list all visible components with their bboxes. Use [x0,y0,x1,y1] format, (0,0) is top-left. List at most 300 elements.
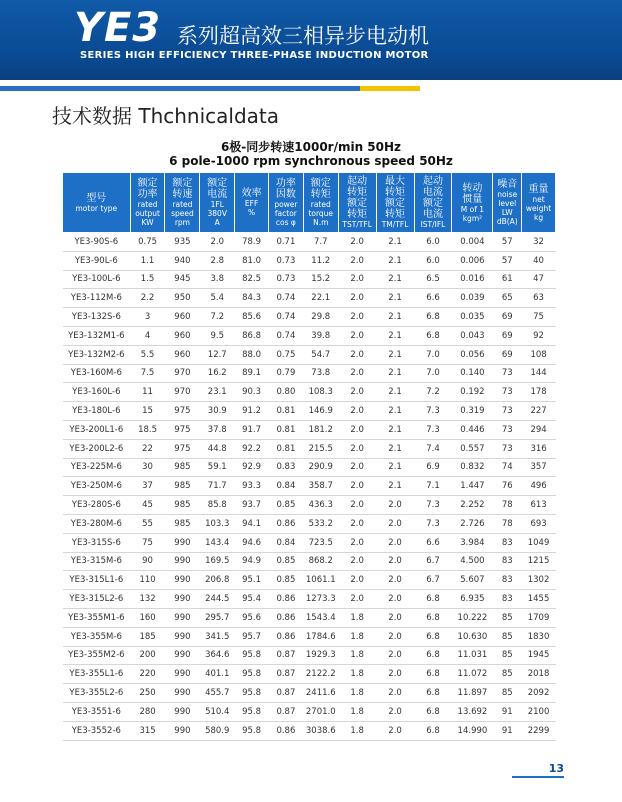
table-row [63,233,556,252]
table-cell: 65 [493,289,522,308]
column-header-en: power factor cos φ [274,200,298,227]
table-cell: YE3-355M-6 [63,627,131,646]
table-cell: 2.1 [376,289,414,308]
table-cell: 0.74 [268,308,303,327]
table-cell: 2.0 [338,326,376,345]
technical-data-table [62,172,556,741]
table-cell: 940 [165,251,200,270]
table-cell: 1.8 [338,702,376,721]
table-cell: 2.0 [338,308,376,327]
table-cell: 108.3 [303,383,338,402]
table-row [63,402,556,421]
table-cell: 69 [493,345,522,364]
table-cell: 0.79 [268,364,303,383]
table-cell: 2.0 [338,233,376,252]
table-cell: 990 [165,646,200,665]
table-cell: 2.0 [338,477,376,496]
table-cell: 11 [130,383,165,402]
column-header-en: motor type [75,203,118,213]
table-cell: 55 [130,514,165,533]
table-cell: 0.86 [268,721,303,740]
table-cell: 95.8 [235,665,269,684]
table-cell: YE3-160M-6 [63,364,131,383]
table-cell: 364.6 [200,646,235,665]
table-cell: 206.8 [200,571,235,590]
table-cell: 2092 [522,684,556,703]
table-cell: 2.0 [338,251,376,270]
table-row [63,533,556,552]
table-cell: 290.9 [303,458,338,477]
table-cell: 945 [165,270,200,289]
table-cell: 2.0 [376,496,414,515]
table-cell: 92.9 [235,458,269,477]
table-cell: 2411.6 [303,684,338,703]
table-cell: YE3-100L-6 [63,270,131,289]
table-cell: 185 [130,627,165,646]
table-cell: 7.2 [414,383,452,402]
table-cell: YE3-225M-6 [63,458,131,477]
table-cell: 5.4 [200,289,235,308]
table-cell: 4.500 [452,552,493,571]
table-cell: 10.630 [452,627,493,646]
column-header [165,173,200,233]
table-cell: 693 [522,514,556,533]
table-cell: 44.8 [200,439,235,458]
table-cell: 2.0 [376,684,414,703]
table-cell: 6.8 [414,326,452,345]
column-header-cn: 额定 转速 [172,178,193,200]
table-cell: 144 [522,364,556,383]
table-cell: 9.5 [200,326,235,345]
table-cell: 78.9 [235,233,269,252]
table-cell: 90.3 [235,383,269,402]
table-cell: 990 [165,665,200,684]
table-cell: 723.5 [303,533,338,552]
table-cell: 985 [165,496,200,515]
table-cell: 868.2 [303,552,338,571]
table-cell: 1049 [522,533,556,552]
column-header [376,173,414,233]
table-cell: 2.0 [338,289,376,308]
table-cell: 7.3 [414,402,452,421]
table-cell: 985 [165,458,200,477]
table-cell: 94.9 [235,552,269,571]
table-cell: 2100 [522,702,556,721]
table-cell: 2.0 [376,646,414,665]
table-row [63,289,556,308]
table-cell: 2.0 [338,552,376,571]
table-cell: 93.7 [235,496,269,515]
table-cell: 2.1 [376,439,414,458]
table-cell: 22 [130,439,165,458]
table-cell: 3038.6 [303,721,338,740]
table-cell: 401.1 [200,665,235,684]
table-cell: 92.2 [235,439,269,458]
table-cell: 2.0 [338,364,376,383]
table-cell: 95.1 [235,571,269,590]
table-cell: 15 [130,402,165,421]
page-header [0,0,622,80]
table-cell: 83 [493,571,522,590]
table-cell: 0.83 [268,458,303,477]
table-cell: 2.0 [376,590,414,609]
table-cell: 0.006 [452,251,493,270]
table-cell: 6.6 [414,289,452,308]
table-cell: 341.5 [200,627,235,646]
table-cell: 169.5 [200,552,235,571]
table-cell: YE3-355L2-6 [63,684,131,703]
table-cell: 1945 [522,646,556,665]
table-cell: 0.74 [268,289,303,308]
table-cell: YE3-112M-6 [63,289,131,308]
table-row [63,552,556,571]
column-header [303,173,338,233]
table-cell: 613 [522,496,556,515]
table-cell: 59.1 [200,458,235,477]
table-caption-en: 6 pole-1000 rpm synchronous speed 50Hz [169,154,453,168]
table-cell: YE3-180L-6 [63,402,131,421]
table-cell: 7.3 [414,514,452,533]
column-header-en: TM/TFL [381,220,409,229]
table-cell: 7.5 [130,364,165,383]
column-header-cn: 噪音 [497,179,518,190]
table-cell: 2.252 [452,496,493,515]
table-cell: 990 [165,627,200,646]
table-cell: 32 [522,233,556,252]
table-cell: 85.8 [200,496,235,515]
table-cell: 2.0 [338,402,376,421]
table-cell: 215.5 [303,439,338,458]
column-header-en: IST/IFL [420,220,446,229]
brand-logo: YE3 [74,5,162,51]
table-row [63,646,556,665]
table-cell: 2.1 [376,364,414,383]
table-row [63,571,556,590]
table-cell: 11.031 [452,646,493,665]
table-cell: 5.607 [452,571,493,590]
table-cell: 0.004 [452,233,493,252]
table-cell: 0.74 [268,326,303,345]
column-header-en: net weight kg [525,194,552,222]
table-row [63,308,556,327]
table-cell: 82.5 [235,270,269,289]
table-cell: YE3-250M-6 [63,477,131,496]
table-cell: 1.1 [130,251,165,270]
table-cell: YE3-355M2-6 [63,646,131,665]
table-cell: 89.1 [235,364,269,383]
table-cell: 2.0 [338,514,376,533]
table-cell: 85.6 [235,308,269,327]
table-cell: 10.222 [452,608,493,627]
table-row [63,665,556,684]
table-cell: YE3-200L2-6 [63,439,131,458]
table-cell: 61 [493,270,522,289]
table-cell: 0.87 [268,684,303,703]
column-header-cn: 型号 [86,192,107,204]
table-caption-cn: 6极-同步转速1000r/min 50Hz [220,140,402,154]
table-cell: 985 [165,514,200,533]
table-cell: 1784.6 [303,627,338,646]
table-cell: 7.3 [414,420,452,439]
table-row [63,496,556,515]
table-cell: 1273.3 [303,590,338,609]
table-cell: 6.8 [414,721,452,740]
table-cell: 110 [130,571,165,590]
table-cell: 960 [165,345,200,364]
table-cell: 6.0 [414,233,452,252]
table-cell: 91.2 [235,402,269,421]
table-cell: 181.2 [303,420,338,439]
table-cell: 990 [165,702,200,721]
table-cell: 3.8 [200,270,235,289]
table-cell: 533.2 [303,514,338,533]
table-row [63,270,556,289]
table-cell: 1830 [522,627,556,646]
table-cell: 4 [130,326,165,345]
column-header-cn: 最大 转矩 额定 转矩 [385,176,406,220]
table-cell: 2.1 [376,308,414,327]
table-cell: 1455 [522,590,556,609]
table-cell: YE3-280M-6 [63,514,131,533]
column-header-cn: 额定 电流 [207,178,228,200]
table-cell: 0.043 [452,326,493,345]
table-cell: 2.0 [200,233,235,252]
table-cell: 1.447 [452,477,493,496]
table-cell: YE3-315M-6 [63,552,131,571]
table-cell: 83 [493,533,522,552]
table-row [63,439,556,458]
table-row [63,721,556,740]
table-cell: 0.81 [268,420,303,439]
series-subtitle: SERIES HIGH EFFICIENCY THREE-PHASE INDUCTION MOTOR [80,50,429,61]
table-cell: 1302 [522,571,556,590]
table-cell: 0.832 [452,458,493,477]
table-cell: 2.0 [338,420,376,439]
table-cell: YE3-160L-6 [63,383,131,402]
table-cell: YE3-355M1-6 [63,608,131,627]
table-row [63,383,556,402]
table-cell: 2.0 [376,721,414,740]
table-cell: 0.016 [452,270,493,289]
table-cell: 0.85 [268,552,303,571]
table-cell: 71.7 [200,477,235,496]
table-cell: 6.5 [414,270,452,289]
table-cell: 90 [130,552,165,571]
table-cell: 990 [165,608,200,627]
column-header-cn: 起动 转矩 额定 转矩 [347,176,368,220]
table-cell: 74 [493,458,522,477]
table-cell: 2.726 [452,514,493,533]
table-cell: 95.8 [235,721,269,740]
table-cell: 92 [522,326,556,345]
table-cell: 69 [493,326,522,345]
table-cell: 2.0 [338,533,376,552]
table-cell: 2.0 [338,345,376,364]
table-cell: 75 [130,533,165,552]
column-header-en: noise level LW dB(A) [496,190,518,226]
section-title: 技术数据 Thchnicaldata [52,104,280,128]
table-cell: 86.8 [235,326,269,345]
table-cell: 47 [522,270,556,289]
table-cell: 7.4 [414,439,452,458]
table-cell: 2.0 [376,533,414,552]
table-cell: 985 [165,477,200,496]
table-cell: 37.8 [200,420,235,439]
table-cell: 990 [165,721,200,740]
table-cell: 2.0 [376,702,414,721]
table-cell: 6.8 [414,308,452,327]
table-cell: 6.8 [414,684,452,703]
table-cell: 3 [130,308,165,327]
table-cell: 496 [522,477,556,496]
table-cell: 30 [130,458,165,477]
table-cell: 7.2 [200,308,235,327]
table-cell: 91 [493,702,522,721]
table-cell: 0.75 [268,345,303,364]
table-cell: 2.0 [376,571,414,590]
header-accent-bar [0,86,360,91]
table-cell: 0.86 [268,590,303,609]
table-cell: 0.73 [268,251,303,270]
table-cell: 960 [165,326,200,345]
table-cell: 69 [493,308,522,327]
table-cell: 970 [165,364,200,383]
table-cell: 83 [493,590,522,609]
series-title: 系列超高效三相异步电动机 [177,24,429,48]
table-cell: 1061.1 [303,571,338,590]
table-cell: 7.0 [414,364,452,383]
table-cell: 3.984 [452,533,493,552]
table-cell: 2.0 [338,383,376,402]
table-cell: 2.1 [376,233,414,252]
table-cell: 6.8 [414,702,452,721]
table-cell: 0.71 [268,233,303,252]
table-cell: 0.84 [268,477,303,496]
table-cell: 975 [165,439,200,458]
table-cell: 29.8 [303,308,338,327]
table-row [63,627,556,646]
table-cell: 2.0 [376,608,414,627]
table-row [63,364,556,383]
table-cell: 2.1 [376,251,414,270]
table-cell: 39.8 [303,326,338,345]
table-cell: 6.6 [414,533,452,552]
table-cell: 0.86 [268,514,303,533]
table-cell: 63 [522,289,556,308]
table-row [63,684,556,703]
table-cell: 78 [493,496,522,515]
table-cell: 0.80 [268,383,303,402]
table-cell: 91.7 [235,420,269,439]
table-cell: 990 [165,533,200,552]
table-cell: 37 [130,477,165,496]
table-cell: 6.8 [414,608,452,627]
table-cell: 143.4 [200,533,235,552]
table-cell: 85 [493,646,522,665]
column-header-cn: 额定 转矩 [310,178,331,200]
table-cell: 73 [493,402,522,421]
table-cell: YE3-315L2-6 [63,590,131,609]
table-cell: 2.1 [376,345,414,364]
table-cell: 85 [493,608,522,627]
table-cell: 85 [493,665,522,684]
table-cell: 7.7 [303,233,338,252]
column-header-en: rated speed rpm [171,200,194,227]
table-cell: 0.84 [268,533,303,552]
table-cell: 2.0 [338,439,376,458]
table-cell: 227 [522,402,556,421]
table-cell: 146.9 [303,402,338,421]
table-cell: 975 [165,402,200,421]
table-cell: 0.192 [452,383,493,402]
table-cell: 6.935 [452,590,493,609]
column-header [268,173,303,233]
column-header [200,173,235,233]
column-header [338,173,376,233]
column-header [235,173,269,233]
table-cell: 88.0 [235,345,269,364]
table-cell: 1.8 [338,608,376,627]
table-cell: 0.039 [452,289,493,308]
table-cell: YE3-315L1-6 [63,571,131,590]
table-cell: 13.692 [452,702,493,721]
table-cell: 1709 [522,608,556,627]
table-cell: 316 [522,439,556,458]
table-cell: 2299 [522,721,556,740]
table-cell: 2.2 [130,289,165,308]
table-cell: 2.0 [376,627,414,646]
table-cell: 40 [522,251,556,270]
table-cell: 1.8 [338,721,376,740]
table-cell: 15.2 [303,270,338,289]
table-cell: 84.3 [235,289,269,308]
table-cell: 357 [522,458,556,477]
table-cell: 95.8 [235,684,269,703]
table-cell: 0.85 [268,571,303,590]
table-row [63,251,556,270]
table-cell: 6.8 [414,590,452,609]
column-header-cn: 效率 [241,188,262,199]
table-cell: 85 [493,684,522,703]
table-cell: 76 [493,477,522,496]
table-cell: 990 [165,684,200,703]
table-cell: 45 [130,496,165,515]
table-cell: 358.7 [303,477,338,496]
table-cell: 73 [493,364,522,383]
page-number-underline [512,776,564,778]
column-header [63,173,131,233]
table-cell: YE3-132S-6 [63,308,131,327]
table-cell: 2.0 [338,270,376,289]
table-cell: 73 [493,383,522,402]
column-header-en: TST/TFL [342,220,372,229]
header-accent-bar-yellow [360,86,420,91]
column-header [493,173,522,233]
table-cell: 73 [493,420,522,439]
table-cell: 54.7 [303,345,338,364]
table-cell: 2.0 [338,496,376,515]
table-cell: 436.3 [303,496,338,515]
table-cell: 960 [165,308,200,327]
table-cell: 178 [522,383,556,402]
table-row [63,590,556,609]
column-header-en: 1FL 380V A [207,200,227,227]
table-cell: 95.8 [235,702,269,721]
table-cell: 510.4 [200,702,235,721]
table-cell: 2.0 [338,590,376,609]
table-cell: 2.0 [376,552,414,571]
table-cell: 11.2 [303,251,338,270]
